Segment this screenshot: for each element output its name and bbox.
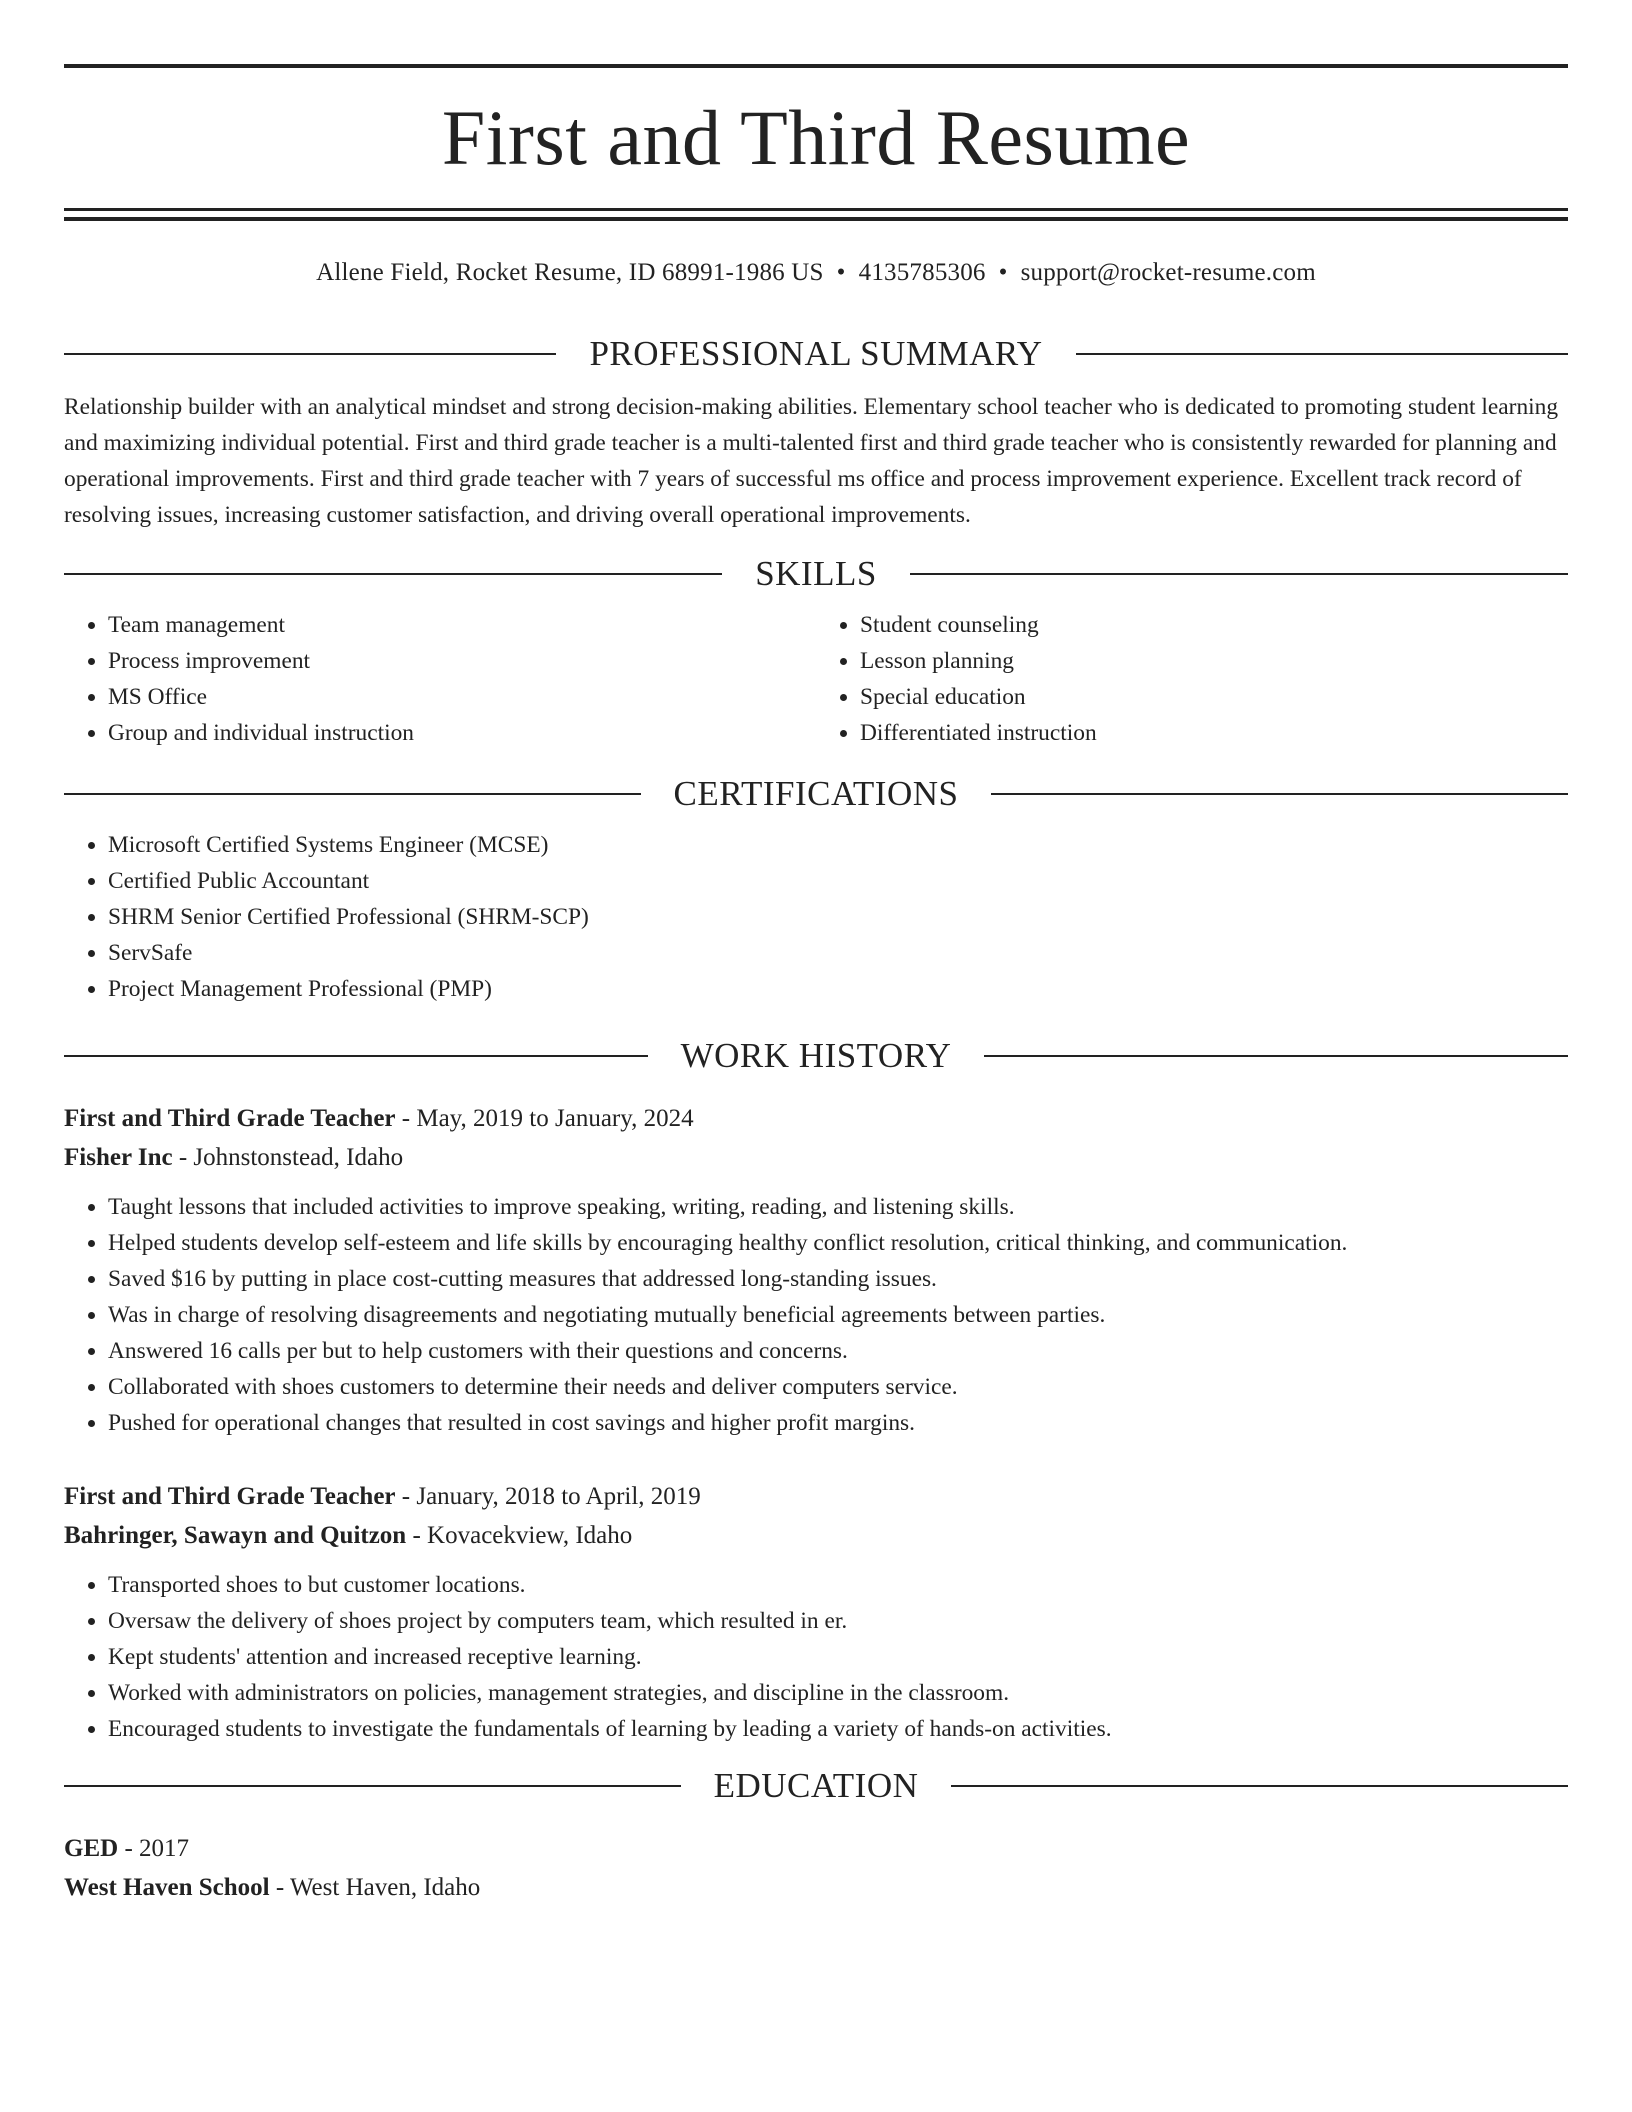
- section-heading-summary: [64, 333, 1568, 375]
- job-company: Bahringer, Sawayn and Quitzon: [64, 1522, 407, 1549]
- skill-item: • Process improvement: [108, 643, 816, 679]
- job-title: First and Third Grade Teacher: [64, 1105, 396, 1132]
- skills-list: [64, 607, 1568, 751]
- certification-item: • SHRM Senior Certified Professional (SHRM-SCP): [108, 899, 1568, 935]
- education-degree-line: [64, 1829, 1568, 1868]
- heading-rule-left: [64, 1785, 681, 1787]
- job-title: First and Third Grade Teacher: [64, 1483, 396, 1510]
- job-dates: - January, 2018 to April, 2019: [395, 1483, 701, 1510]
- skills-column-right: [816, 607, 1568, 751]
- job-dates: - May, 2019 to January, 2024: [395, 1105, 694, 1132]
- section-title: PROFESSIONAL SUMMARY: [589, 334, 1043, 373]
- heading-rule-right: [910, 573, 1568, 575]
- job-bullet: • Saved $16 by putting in place cost-cutting measures that addressed long-standing issues.: [108, 1261, 1568, 1297]
- education-location: - West Haven, Idaho: [269, 1874, 481, 1901]
- job-bullet: • Answered 16 calls per but to help customers with their questions and concerns.: [108, 1333, 1568, 1369]
- skills-column-left: [64, 607, 816, 751]
- job-bullet: • Kept students' attention and increased receptive learning.: [108, 1639, 1568, 1675]
- title-double-rule: [64, 208, 1568, 221]
- job-bullet: • Helped students develop self-esteem and life skills by encouraging healthy conflict resolution, critical thinking, and communication.: [108, 1225, 1568, 1261]
- job-location: - Johnstonstead, Idaho: [172, 1144, 404, 1171]
- job-title-line: [64, 1477, 1568, 1516]
- job-entry: [64, 1477, 1568, 1747]
- heading-rule-right: [991, 793, 1568, 795]
- contact-separator: •: [836, 259, 846, 286]
- section-heading-work-history: [64, 1035, 1568, 1077]
- contact-address: Allene Field, Rocket Resume, ID 68991-1986 US: [316, 259, 824, 286]
- contact-line: [64, 257, 1568, 289]
- skill-item: • Group and individual instruction: [108, 715, 816, 751]
- job-title-line: [64, 1099, 1568, 1138]
- heading-rule-right: [1076, 353, 1568, 355]
- heading-rule-left: [64, 573, 722, 575]
- resume-page: [64, 64, 1568, 1907]
- skill-item: • Special education: [860, 679, 1568, 715]
- certification-item: • Project Management Professional (PMP): [108, 971, 1568, 1007]
- top-rule: [64, 64, 1568, 68]
- job-bullet: • Pushed for operational changes that resulted in cost savings and higher profit margins.: [108, 1405, 1568, 1441]
- contact-email[interactable]: support@rocket-resume.com: [1020, 259, 1316, 286]
- education-degree: GED: [64, 1835, 119, 1862]
- job-bullet: • Encouraged students to investigate the fundamentals of learning by leading a variety of hands-on activities.: [108, 1711, 1568, 1747]
- skill-item: • MS Office: [108, 679, 816, 715]
- job-bullet: • Worked with administrators on policies, management strategies, and discipline in the classroom.: [108, 1675, 1568, 1711]
- section-heading-certifications: [64, 773, 1568, 815]
- skill-item: • Team management: [108, 607, 816, 643]
- heading-rule-left: [64, 1055, 648, 1057]
- certifications-list: [64, 827, 1568, 1007]
- section-title: EDUCATION: [713, 1766, 919, 1805]
- education-entry: [64, 1829, 1568, 1907]
- job-bullets: [64, 1189, 1568, 1441]
- heading-rule-left: [64, 353, 556, 355]
- skill-item: • Differentiated instruction: [860, 715, 1568, 751]
- heading-rule-right: [984, 1055, 1568, 1057]
- heading-rule-left: [64, 793, 641, 795]
- section-heading-education: [64, 1765, 1568, 1807]
- education-school: West Haven School: [64, 1874, 270, 1901]
- job-location: - Kovacekview, Idaho: [406, 1522, 633, 1549]
- education-school-line: [64, 1868, 1568, 1907]
- job-company-line: [64, 1516, 1568, 1555]
- education-year: - 2017: [118, 1835, 190, 1862]
- skill-item: • Student counseling: [860, 607, 1568, 643]
- job-company: Fisher Inc: [64, 1144, 173, 1171]
- job-bullet: • Oversaw the delivery of shoes project by computers team, which resulted in er.: [108, 1603, 1568, 1639]
- job-bullet: • Taught lessons that included activities to improve speaking, writing, reading, and listening skills.: [108, 1189, 1568, 1225]
- job-bullet: • Was in charge of resolving disagreements and negotiating mutually beneficial agreements between parties.: [108, 1297, 1568, 1333]
- resume-title: First and Third Resume: [441, 94, 1191, 181]
- summary-text: Relationship builder with an analytical mindset and strong decision-making abilities. Elementary school teacher who is dedicated to promoting student learning and maximizing individual potential. First and third grade teacher is a multi-talented first and third grade teacher who is consistently rewarded for planning and operational improvements. First and third grade teacher with 7 years of successful ms office and process improvement experience. Excellent track record of resolving issues, increasing customer satisfaction, and driving overall operational improvements.: [64, 394, 1559, 528]
- job-entry: [64, 1099, 1568, 1441]
- certification-item: • ServSafe: [108, 935, 1568, 971]
- section-heading-skills: [64, 553, 1568, 595]
- heading-rule-right: [951, 1785, 1568, 1787]
- job-bullet: • Transported shoes to but customer locations.: [108, 1567, 1568, 1603]
- job-company-line: [64, 1138, 1568, 1177]
- contact-phone[interactable]: 4135785306: [858, 259, 986, 286]
- job-bullets: [64, 1567, 1568, 1747]
- section-title: CERTIFICATIONS: [673, 774, 959, 813]
- contact-separator: •: [998, 259, 1008, 286]
- certification-item: • Certified Public Accountant: [108, 863, 1568, 899]
- section-title: SKILLS: [755, 554, 877, 593]
- certification-item: • Microsoft Certified Systems Engineer (MCSE): [108, 827, 1568, 863]
- section-title: WORK HISTORY: [680, 1036, 952, 1075]
- job-bullet: • Collaborated with shoes customers to determine their needs and deliver computers service.: [108, 1369, 1568, 1405]
- skill-item: • Lesson planning: [860, 643, 1568, 679]
